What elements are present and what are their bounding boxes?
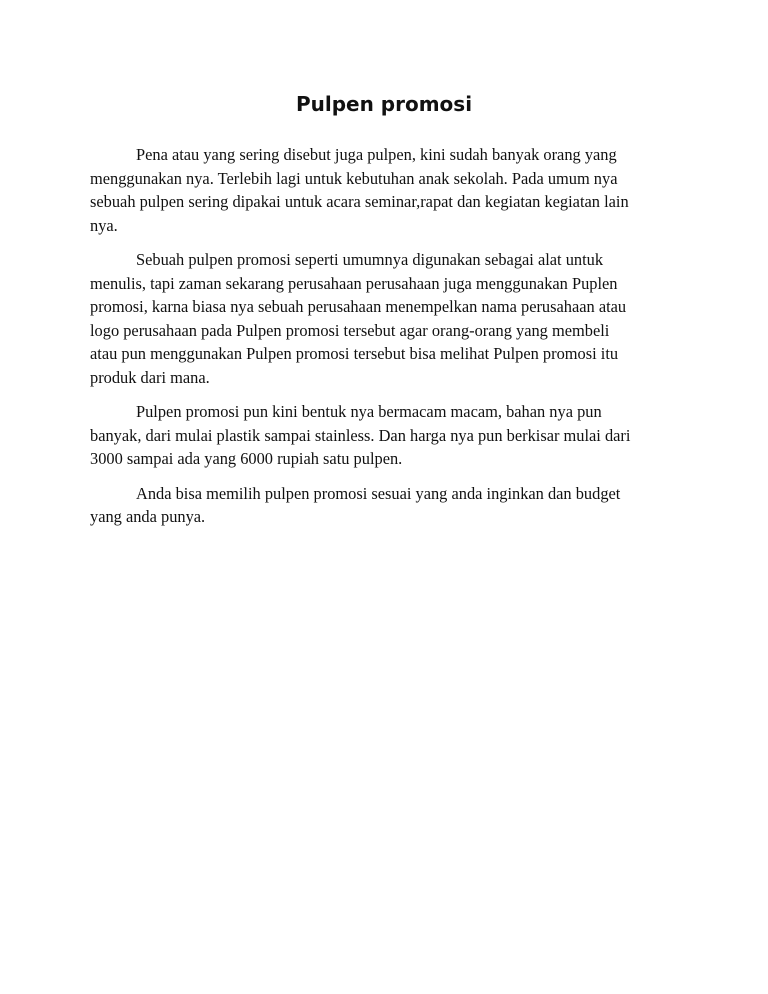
document-title: Pulpen promosi bbox=[295, 92, 473, 116]
text-line: menulis, tapi zaman sekarang perusahaan perusahaan juga menggunakan Puplen bbox=[90, 273, 618, 293]
text-line: Pena atau yang sering disebut juga pulpen, kini sudah banyak orang yang bbox=[136, 145, 617, 164]
text-line: 3000 sampai ada yang 6000 rupiah satu pulpen. bbox=[90, 449, 403, 468]
text-line: banyak, dari mulai plastik sampai stainless. Dan harga nya pun berkisar mulai dari bbox=[90, 425, 631, 445]
paragraph-2 bbox=[90, 248, 680, 389]
text-line: Anda bisa memilih pulpen promosi sesuai yang anda inginkan dan budget bbox=[136, 483, 621, 503]
text-line: nya. bbox=[90, 215, 118, 235]
text-line: atau pun menggunakan Pulpen promosi tersebut bisa melihat Pulpen promosi itu bbox=[90, 344, 619, 363]
paragraph-4 bbox=[90, 482, 680, 529]
text-line: promosi, karna biasa nya sebuah perusahaan menempelkan nama perusahaan atau bbox=[90, 297, 627, 316]
text-line: Sebuah pulpen promosi seperti umumnya digunakan sebagai alat untuk bbox=[136, 250, 604, 269]
text-line: yang anda punya. bbox=[90, 507, 206, 526]
paragraph-1 bbox=[90, 143, 680, 237]
text-line: produk dari mana. bbox=[90, 367, 210, 387]
text-line: menggunakan nya. Terlebih lagi untuk kebutuhan anak sekolah. Pada umum nya bbox=[90, 168, 618, 188]
paragraph-3 bbox=[90, 400, 680, 471]
text-line: Pulpen promosi pun kini bentuk nya bermacam macam, bahan nya pun bbox=[136, 402, 602, 421]
text-line: logo perusahaan pada Pulpen promosi tersebut agar orang-orang yang membeli bbox=[90, 320, 610, 340]
text-line: sebuah pulpen sering dipakai untuk acara seminar,rapat dan kegiatan kegiatan lain bbox=[90, 192, 629, 211]
document-body bbox=[90, 143, 680, 540]
